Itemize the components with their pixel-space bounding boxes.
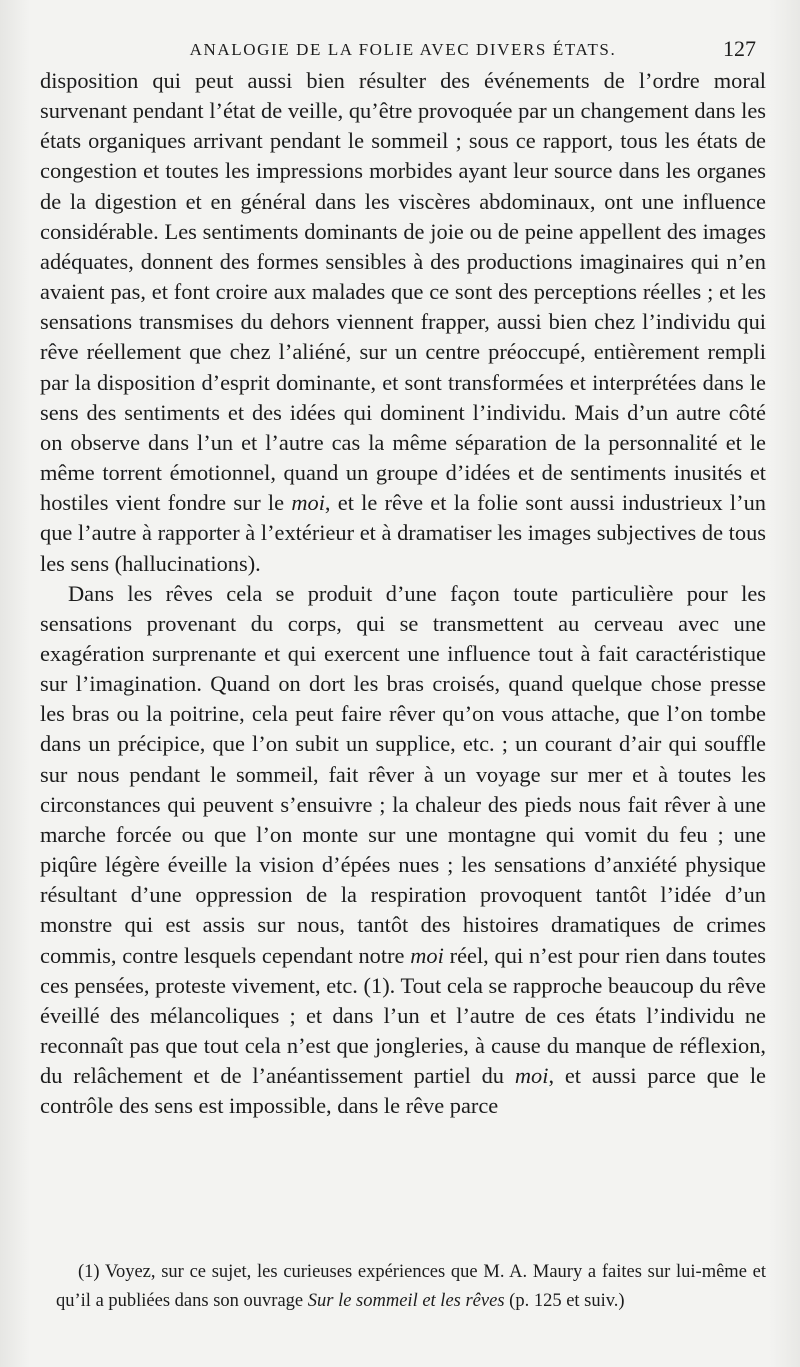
italic-moi: moi: [410, 942, 444, 968]
paragraph-2-text-a: Dans les rêves cela se produit d’une façon toute particulière pour les sensations provenant du corps, qui se transmettent au cerveau avec une exagération surprenante et qui exercent une influence tout à fait caractéristique sur l’imagination. Quand on dort les bras croisés, quand quelque chose presse les bras ou la poitrine, cela peut faire rêver qu’on vous attache, que l’on tombe dans un précipice, que l’on subit un supplice, etc. ; un courant d’air qui souffle sur nous pendant le sommeil, fait rêver à un voyage sur mer et à toutes les circonstances qui peuvent s’ensuivre ; la chaleur des pieds nous fait rêver à une marche forcée ou que l’on monte sur une montagne qui vomit du feu ; une piqûre légère éveille la vision d’épées nues ; les sensations d’anxiété physique résultant d’une oppression de la respiration provoquent tantôt l’idée d’un monstre qui est assis sur nous, tantôt des histoires dramatiques de crimes commis, contre lesquels cependant notre: [40, 580, 766, 968]
paragraph-1: [40, 66, 766, 579]
paragraph-1-text-b: , et le rêve et la folie sont aussi industrieux l’un que l’autre à rapporter à l’extérieur et à dramatiser les images subjectives de tous les sens (hallucinations).: [40, 490, 766, 576]
paragraph-2-text-c: , et aussi parce que le contrôle des sens est impossible, dans le rêve parce: [40, 1063, 766, 1119]
footnote-text-b: (p. 125 et suiv.): [504, 1291, 625, 1311]
paragraph-2: [40, 579, 766, 1122]
running-title: ANALOGIE DE LA FOLIE AVEC DIVERS ÉTATS.: [189, 40, 617, 59]
footnote: [56, 1258, 766, 1316]
page-number: 127: [723, 36, 756, 61]
paragraph-1-text-a: disposition qui peut aussi bien résulter des événements de l’ordre moral survenant pendant l’état de veille, qu’être provoquée par un changement dans les états organiques arrivant pendant le sommeil ; sous ce rapport, tous les états de congestion et toutes les impressions morbides ayant leur source dans les organes de la digestion et en général dans les viscères abdominaux, ont une influence considérable. Les sentiments dominants de joie ou de peine appellent des images adéquates, donnent des formes sensibles à des productions imaginaires qui n’en avaient pas, et font croire aux malades que ce sont des perceptions réelles ; et les sensations transmises du dehors viennent frapper, aussi bien chez l’individu qui rêve réellement que chez l’aliéné, sur un centre préoccupé, entièrement rempli par la disposition d’esprit dominante, et sont transformées et interprétées dans le sens des sentiments et des idées qui dominent l’individu. Mais d’un autre côté on observe dans l’un et l’autre cas la même séparation de la personnalité et le même torrent émotionnel, quand un groupe d’idées et de sentiments inusités et hostiles vient fondre sur le: [40, 68, 766, 516]
italic-moi: moi: [514, 1063, 549, 1089]
footnote-text-a: Voyez, sur ce sujet, les curieuses expériences que M. A. Maury a faites sur lui-même et qu’il a publiées dans son ouvrage: [56, 1262, 766, 1311]
running-header: [40, 30, 766, 66]
italic-moi: moi: [291, 490, 325, 516]
footnote-marker: (1): [78, 1262, 100, 1282]
body-text: [40, 66, 766, 1121]
footnote-book-title: Sur le sommeil et les rêves: [307, 1291, 505, 1311]
paragraph-2-text-b: réel, qui n’est pour rien dans toutes ces pensées, proteste vivement, etc. (1). Tout cela se rapproche beaucoup du rêve éveillé des mélancoliques ; et dans l’un et l’autre de ces états l’individu ne reconnaît pas que tout cela n’est que jongleries, à cause du manque de réflexion, du relâchement et de l’anéantissement partiel du: [40, 942, 766, 1089]
footnote-1: [56, 1258, 766, 1316]
